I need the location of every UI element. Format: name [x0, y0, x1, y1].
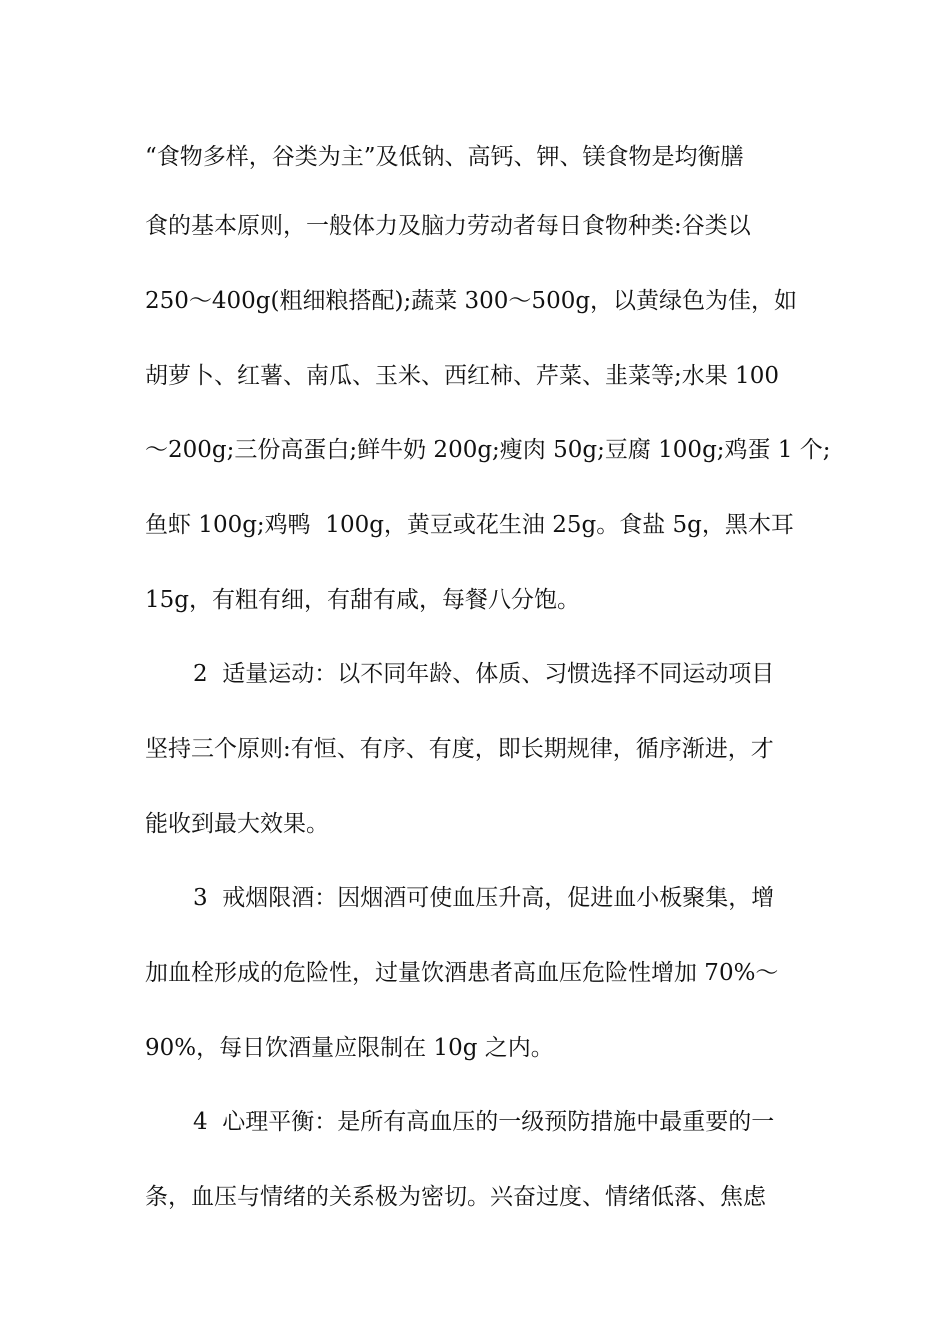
text-line: 坚持三个原则:有恒、有序、有度，即长期规律，循序渐进，才	[145, 736, 774, 762]
text-line: 条，血压与情绪的关系极为密切。兴奋过度、情绪低落、焦虑	[145, 1184, 766, 1210]
text-line: 鱼虾 100g;鸡鸭 100g，黄豆或花生油 25g。食盐 5g，黑木耳	[145, 512, 794, 538]
text-line: ～200g;三份高蛋白;鲜牛奶 200g;瘦肉 50g;豆腐 100g;鸡蛋 1 个;	[145, 437, 831, 463]
text-line: 胡萝卜、红薯、南瓜、玉米、西红柿、芹菜、韭菜等;水果 100	[145, 363, 779, 389]
text-line: 食的基本原则，一般体力及脑力劳动者每日食物种类:谷类以	[145, 213, 751, 239]
text-line: 加血栓形成的危险性，过量饮酒患者高血压危险性增加 70%～	[145, 960, 779, 986]
text-line: 90%，每日饮酒量应限制在 10g 之内。	[145, 1035, 554, 1061]
text-line: 能收到最大效果。	[145, 811, 329, 837]
paragraph-start-line: 2 适量运动：以不同年龄、体质、习惯选择不同运动项目	[193, 661, 775, 687]
paragraph-start-line: 4 心理平衡：是所有高血压的一级预防措施中最重要的一	[193, 1109, 775, 1135]
text-line: “食物多样，谷类为主”及低钠、高钙、钾、镁食物是均衡膳	[145, 144, 744, 170]
text-line: 15g，有粗有细，有甜有咸，每餐八分饱。	[145, 587, 580, 613]
text-line: 250～400g(粗细粮搭配);蔬菜 300～500g，以黄绿色为佳，如	[145, 288, 798, 314]
paragraph-start-line: 3 戒烟限酒：因烟酒可使血压升高，促进血小板聚集，增	[193, 885, 775, 911]
